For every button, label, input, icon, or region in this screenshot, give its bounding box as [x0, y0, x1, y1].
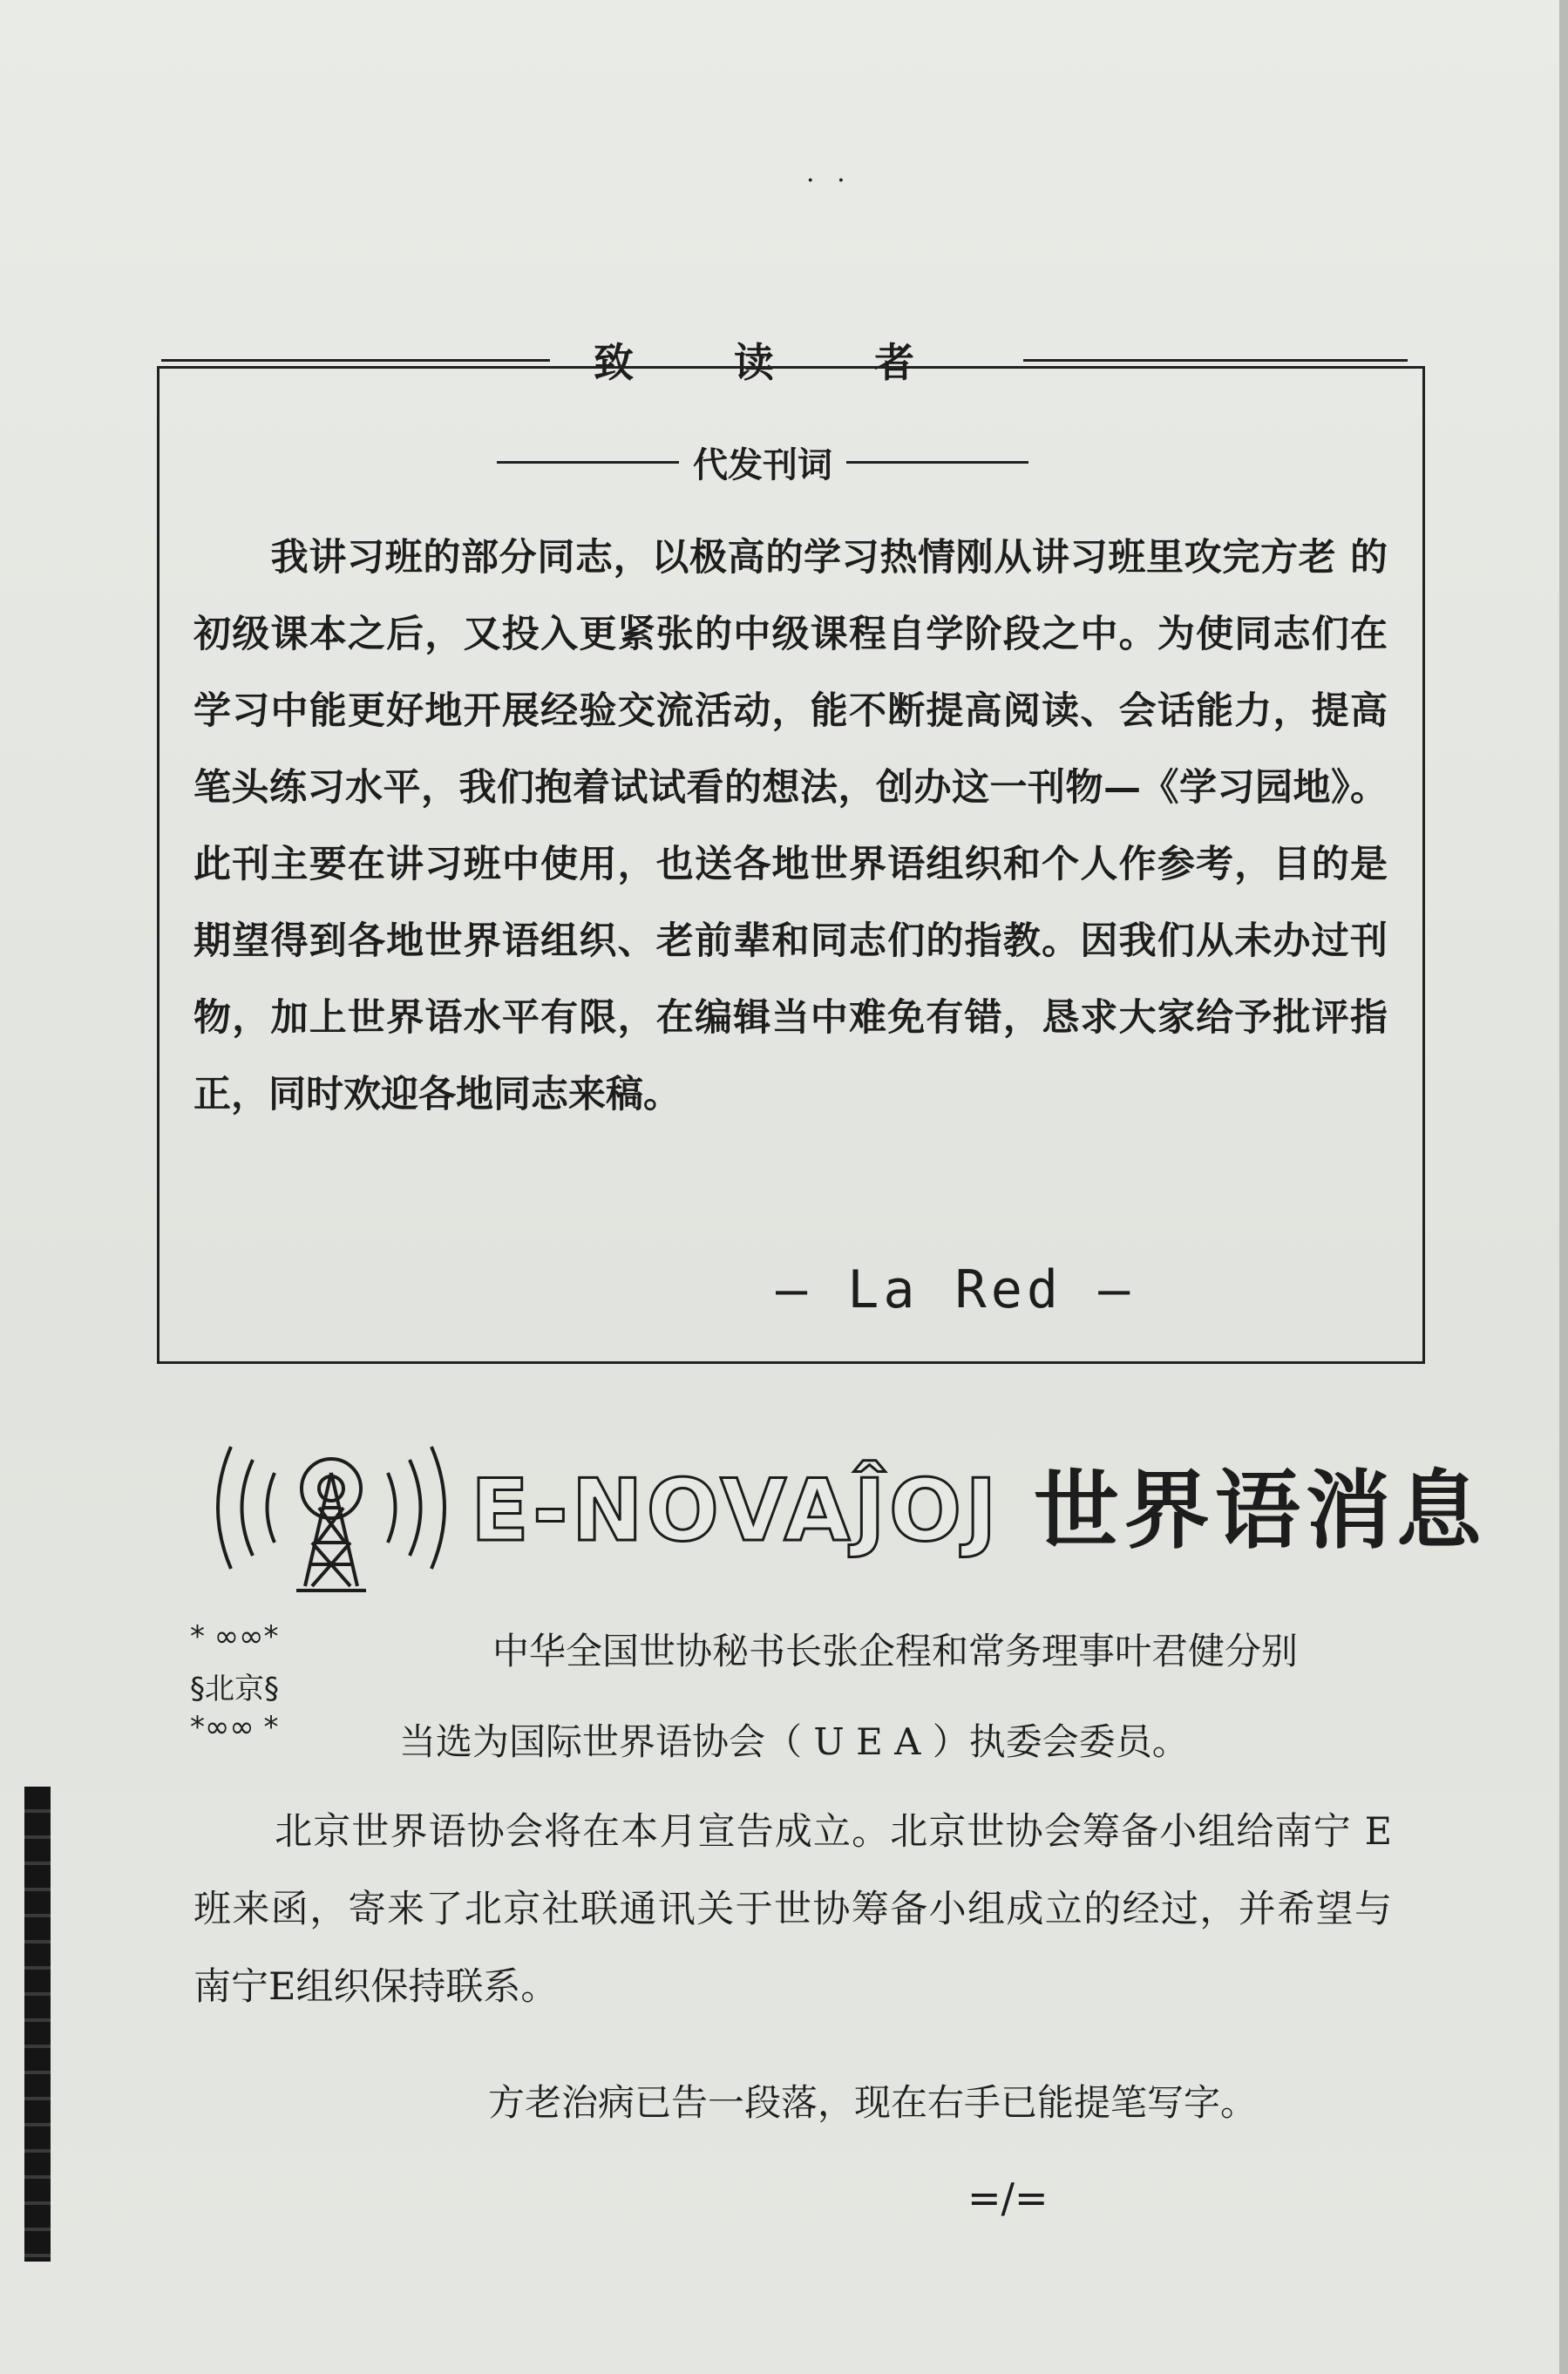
- news-item-2: [193, 1794, 1392, 2026]
- editorial-subtitle-row: [497, 436, 1028, 488]
- editorial-signature: — La Red —: [776, 1259, 1135, 1320]
- editorial-subtitle: 代发刊词: [693, 444, 832, 485]
- page-title: 致读者: [593, 339, 1015, 386]
- page-edge-shadow: [1559, 0, 1568, 2374]
- location-tag: §北京§: [190, 1672, 279, 1706]
- ornament-bottom: *∞∞ *: [190, 1710, 279, 1745]
- binding-strip: [24, 1787, 51, 2262]
- news-masthead: [471, 1442, 1487, 1565]
- header-rule-left: [161, 359, 550, 362]
- news-item-1-line-1: 中华全国世协秘书长张企程和常务理事叶君健分别: [492, 1630, 1299, 1672]
- news-title-chinese: 世界语消息: [1033, 1462, 1487, 1561]
- ink-dots: · ·: [806, 166, 852, 196]
- ornament-top: * ∞∞*: [190, 1619, 279, 1654]
- news-item-3: 方老治病已告一段落，现在右手已能提笔写字。: [488, 2081, 1258, 2124]
- editorial-text: 我讲习班的部分同志，以极高的学习热情刚从讲习班里攻完方老 的初级课本之后，又投入更紧张的中级课程自学阶段之中。为使同志们在学习中能更好地开展经验交流活动，能不断提高阅读、会话能力，提高笔头练习水平，我们抱着试试看的想法，创办这一刊物—《学习园地》。此刊主要在讲习班中使用，也送各地世界语组织和个人作参考，目的是期望得到各地世界语组织、老前辈和同志们的指教。因我们从未办过刊物，加上世界语水平有限，在编辑当中难免有错，恳求大家给予批评指正，同时欢迎各地同志来稿。: [193, 536, 1388, 1116]
- news-title-latin: E-NOVAĴOJ: [471, 1462, 1001, 1561]
- header-rule-right: [1023, 359, 1408, 362]
- news-item-2-text: 北京世界语协会将在本月宣告成立。北京世协会筹备小组给南宁 E 班来函，寄来了北京社联通讯关于世协筹备小组成立的经过，并希望与南宁E组织保持联系。: [193, 1810, 1392, 2009]
- editorial-paragraph: [193, 519, 1388, 1133]
- news-item-1-line-2: 当选为国际世界语协会（ U E A ）执委会委员。: [399, 1720, 1189, 1763]
- subtitle-rule-left: [497, 461, 679, 464]
- radio-tower-icon: [200, 1412, 462, 1604]
- page-number: =/=: [967, 2174, 1049, 2221]
- subtitle-rule-right: [846, 461, 1028, 464]
